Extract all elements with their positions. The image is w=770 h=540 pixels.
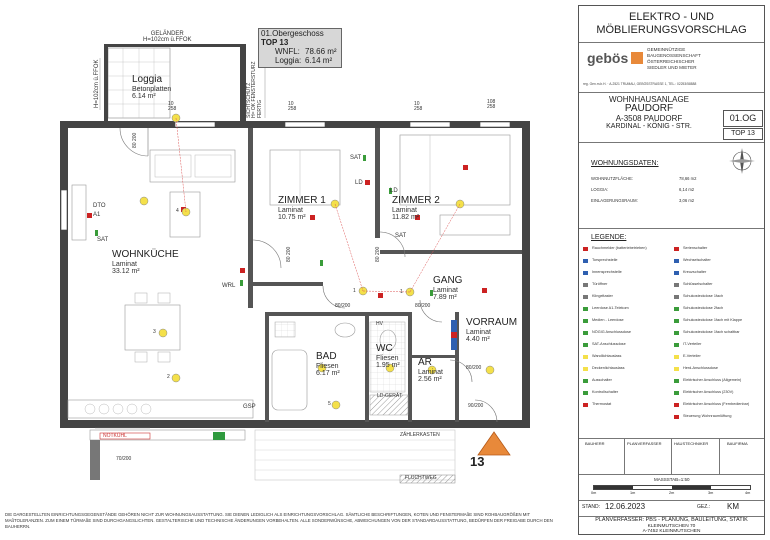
sig-baufirma: BAUFIRMA (727, 441, 748, 446)
label-wrl: WRL (222, 283, 236, 289)
legend-item: NÖGIG Anschlussdose (592, 330, 632, 334)
scale-bar (593, 485, 751, 490)
legend-item: Innensprechstelle (592, 270, 622, 274)
win-dim-4: 108 258 (487, 99, 496, 111)
circle-5: 5 (328, 401, 331, 407)
title-line-2: MÖBLIERUNGSVORSCHLAG (596, 24, 747, 36)
legend-symbol-icon (674, 247, 679, 251)
legend-item: Klingeltaster (592, 294, 613, 298)
label-dto: DTO (93, 203, 106, 209)
unit-number: 13 (470, 454, 485, 469)
outer-wall-right (522, 121, 530, 426)
sig-haustechniker: HAUSTECHNIKER (674, 441, 709, 446)
room-loggia: Loggia Betonplatten 6.14 m² (132, 74, 172, 100)
legend-symbol-icon (583, 355, 588, 359)
legend-item: Schlüsselschalter (683, 282, 713, 286)
wall-z1-z2 (375, 128, 380, 238)
tb-company (579, 42, 764, 93)
tb-project (579, 92, 764, 143)
circle-1a: 1 (353, 288, 356, 294)
dining-table (125, 305, 180, 350)
top-label: TOP 13 (261, 38, 289, 47)
wall-z2-bottom (380, 250, 522, 254)
legend-item: SAT-Anschlussdose (592, 342, 626, 346)
loggia-label: Loggia: (275, 56, 302, 65)
wall-bad-top (265, 312, 412, 316)
footer-note: DIE DARGESTELLTEN EINRICHTUNGSGEGENSTÄNDE GEHÖREN NICHT ZUR WOHNUNGSAUSSTATTUNG. SIE DIENEN LEDIGLICH ALS EINRICHTUNGSVORSCHLAG. SÄMTLICHE BESCHRIFTUNGEN, KOTEN UND FENSTERMAßE SIND ROHBAUGRÖßEN MIT MAßTOLERANZEN. ZUM EINEM TÜRMAßE SIND DURCHGANGSLICHTEN. GESTALTERISCHE UND TECHNISCHE ÄNDERUNGEN VORBEHALTEN. ALLE SONDERWÜNSCHE, ABWEICHUNGEN VON DER STANDARDAUSSTATTUNG, BEDÜRFEN DER FREIGABE DURCH DEN BAUHERRN. (5, 512, 553, 529)
exit-sign (213, 432, 225, 440)
legend-item: Torsprechstelle (592, 258, 618, 262)
outer-wall-left (60, 121, 68, 426)
legend-symbol-icon (583, 319, 588, 323)
wall-z1-bottom (253, 282, 323, 286)
north-arrow-icon (727, 146, 757, 176)
legend-symbol-icon (583, 367, 588, 371)
project-line-2: PAUDORF (624, 103, 674, 115)
legend-symbol-icon (674, 295, 679, 299)
legend-item: Schukosteckdose 1fach (683, 294, 724, 298)
loggia-wall-left (104, 44, 108, 122)
circle-1b: 1 (400, 289, 403, 295)
room-wohnkueche: WOHNKÜCHE Laminat 33.12 m² (112, 249, 179, 275)
legend-symbol-icon (583, 331, 588, 335)
legend-left-column (583, 246, 673, 426)
scale-tick-2: 2m (669, 491, 675, 495)
label-ldgeraet: LD-GERÄT (377, 393, 403, 399)
tb-scale (579, 474, 764, 501)
door-dim-5: 80/200 (415, 303, 431, 309)
legend-symbol-icon (674, 379, 679, 383)
room-ar: AR Laminat 2.56 m² (418, 357, 443, 383)
legend-item: Schukosteckdose 2fach (683, 306, 724, 310)
wall-wc-ar (408, 312, 412, 422)
pillar (90, 440, 100, 480)
scale-tick-3: 3m (708, 491, 714, 495)
outer-wall-bottom (60, 420, 530, 428)
legend-symbol-icon (583, 307, 588, 311)
legend-symbol-icon (583, 379, 588, 383)
stand-value: 12.06.2023 (605, 502, 646, 511)
legend-symbol-icon (583, 403, 588, 407)
sichtschutz-label: SICHTSCHUTZ H= OK FENSTERSTURZ FERTIG (246, 61, 263, 118)
wardrobe-zimmer2 (440, 215, 510, 235)
legend-item: Schukosteckdose 1fach schaltbar (683, 330, 740, 334)
circle-4: 4 (176, 208, 179, 214)
scale-tick-4: 4m (745, 491, 751, 495)
win-dim-1: 10 258 (168, 101, 177, 113)
floor-label: 01.Obergeschoss (261, 29, 324, 38)
label-ld-1: LD (355, 180, 363, 186)
stand-label: STAND: (582, 504, 600, 510)
bathtub (272, 350, 307, 410)
massstab-label: MASSSTAB=1:50 (654, 477, 690, 482)
legend-item: Elektrischer Anschluss (Fernbedienbar) (683, 402, 750, 406)
legend-item: Serienschalter (683, 246, 708, 250)
legend-item: Ausschalter (592, 378, 612, 382)
legend-symbol-icon (674, 271, 679, 275)
wall-bad-wc (365, 312, 369, 422)
legend-symbol-icon (674, 319, 679, 323)
tb-planverfasser: PLANVERFASSER: PBS - PLANUNG, BAULEITUNG, STATIK KLEINMUTSCHEN 70 A-7452 KLEINMUTSCHEN (595, 517, 748, 535)
unit-entry-triangle (478, 432, 510, 455)
sink-bad (335, 323, 355, 337)
wall-bad-left (265, 312, 269, 422)
label-sat-2: SAT (395, 233, 407, 239)
company-text: GEMEINNÜTZIGE BAUGENOSSENSCHAFT ÖSTERREICHISCHER SIEDLER UND MIETER (647, 47, 701, 70)
window-1 (175, 122, 215, 127)
logo-house-icon (631, 52, 643, 64)
legend-symbol-icon (583, 343, 588, 347)
door-dim-6: 80/200 (466, 365, 482, 371)
sig-bauherr: BAUHERR (585, 441, 605, 446)
legend-symbol-icon (674, 283, 679, 287)
floor-info-box (258, 28, 342, 68)
legend-symbol-icon (674, 259, 679, 263)
door-dim-2: 80 200 (286, 246, 292, 262)
gelaender-label: GELÄNDER H=102cm ü.FFOK (143, 31, 192, 44)
wnfl-value: 78.66 m² (305, 47, 337, 56)
room-wc: WC Fliesen 1.95 m² (376, 343, 400, 369)
project-line-3: A-3508 PAUDORF (615, 113, 683, 123)
legend-symbol-icon (583, 271, 588, 275)
gez-value: KM (727, 502, 739, 511)
code-box: 01.OG (723, 110, 763, 127)
label-ld-2: LD (390, 188, 398, 194)
legend-item: Medien - Leerdose (592, 318, 624, 322)
legend-item: Herd-Anschlussdose (683, 366, 719, 370)
legend-item: Wechselschalter (683, 258, 711, 262)
legend-symbol-icon (674, 343, 679, 347)
scale-tick-1: 1m (630, 491, 636, 495)
wohnungsdaten-list: WOHNNUTZFLÄCHE: LOGGIA: EINLAGERUNGSRAUM: (591, 176, 638, 203)
circle-2: 2 (167, 374, 170, 380)
legend-symbol-icon (674, 307, 679, 311)
legend-item: Kontrollschalter (592, 390, 619, 394)
legend-item: Schukosteckdose 1fach mit Klappe (683, 318, 743, 322)
wnfl-label: WNFL: (275, 47, 300, 56)
legend-symbol-icon (674, 355, 679, 359)
tb-signatures (579, 438, 764, 475)
legend-symbol-icon (674, 403, 679, 407)
wohnungsdaten-title: WOHNUNGSDATEN: (591, 160, 659, 167)
legend-symbol-icon (674, 391, 679, 395)
legend-item: Steuerung Wohnraumlüftung (683, 414, 732, 418)
room-bad: BAD Fliesen 6.17 m² (316, 351, 340, 377)
legend-item: E-Verteiler (683, 354, 701, 358)
scale-tick-0: 0m (591, 491, 597, 495)
wall-z1-left (248, 128, 253, 308)
legend-item: Elektrischer Anschluss (Allgemein) (683, 378, 742, 382)
label-sat-3: SAT (97, 237, 109, 243)
window-2 (285, 122, 325, 127)
title-block (578, 5, 765, 535)
window-3 (410, 122, 450, 127)
label-a1: A1 (93, 212, 101, 218)
win-dim-3: 10 258 (414, 101, 423, 113)
project-line-4: KARDINAL - KÖNIG - STR. (606, 123, 692, 131)
legend-item: Kreuzschalter (683, 270, 707, 274)
tb-stand (579, 500, 764, 517)
kitchen-counter (68, 400, 253, 418)
legend-symbol-icon (583, 247, 588, 251)
tv-cabinet (72, 185, 86, 240)
legend-item: Leerdose A1-Telekom (592, 306, 629, 310)
tb-title (579, 6, 764, 43)
circle-3: 3 (153, 329, 156, 335)
door-dim-3: 80 200 (375, 246, 381, 262)
window-left (61, 190, 67, 230)
tb-wohnungsdaten (579, 142, 764, 229)
room-zimmer1: ZIMMER 1 Laminat 10.75 m² (278, 195, 326, 221)
gez-label: GEZ.: (697, 504, 711, 510)
top-box: TOP 13 (723, 128, 763, 140)
washing-machine (275, 322, 295, 337)
label-notkuehl: NOTKÜHL (103, 433, 127, 439)
legend-symbol-icon (583, 391, 588, 395)
room-gang: GANG Laminat 7.89 m² (433, 275, 463, 301)
legend-symbol-icon (583, 283, 588, 287)
window-4 (480, 122, 510, 127)
label-gsp: GSP (243, 404, 256, 410)
win-dim-2: 10 258 (288, 101, 297, 113)
tb-legend (579, 228, 764, 439)
company-address: reg. Gen.m.b.H. · A-2521 TRUMAU, GEBÖSSTRASSE 1, TEL.: 02253/58888 (583, 82, 697, 86)
legend-item: Thermostat (592, 402, 612, 406)
sig-planverfasser: PLANVERFASSER (627, 441, 662, 446)
label-hv: HV (376, 321, 383, 327)
legend-symbol-icon (674, 367, 679, 371)
legend-item: IT-Verteiler (683, 342, 702, 346)
legend-item: Türöffner (592, 282, 608, 286)
label-sat-1: SAT (350, 155, 362, 161)
legend-symbol-icon (674, 415, 679, 419)
legend-item: Wandlichtauslass (592, 354, 622, 358)
title-line-1: ELEKTRO - UND (629, 11, 714, 23)
door-dim-1: 80 200 (132, 132, 138, 148)
legend-title: LEGENDE: (591, 234, 627, 241)
project-line-1: WOHNHAUSANLAGE (608, 95, 689, 104)
label-zahlkasten: ZÄHLERKASTEN (400, 432, 440, 438)
room-zimmer2: ZIMMER 2 Laminat 11.82 m² (392, 195, 440, 221)
wohnungsdaten-values: 78,66 m2 6,14 m2 3,06 m2 (679, 176, 697, 203)
legend-symbol-icon (583, 295, 588, 299)
room-vorraum: VORRAUM Laminat 4.40 m² (466, 317, 518, 343)
electrical-markers (87, 165, 487, 298)
side-height-label: H=102cm ü.FFOK (94, 59, 100, 108)
loggia-value: 6.14 m² (305, 56, 333, 65)
legend-symbol-icon (674, 331, 679, 335)
legend-item: Rauchmelder (batteriebetrieben) (592, 246, 647, 250)
dining-chairs (135, 293, 170, 362)
logo-text: gebös (587, 50, 629, 66)
legend-item: Elektrischer Anschluss (230V) (683, 390, 734, 394)
door-dim-8: 90/200 (468, 403, 484, 409)
label-fluchtweg: FLUCHTWEG (405, 475, 437, 481)
legend-item: Deckenlichtauslass (592, 366, 625, 370)
legend-right-column (674, 246, 764, 426)
loggia-railing (104, 44, 244, 47)
legend-symbol-icon (583, 259, 588, 263)
door-dim-7: 70/200 (116, 456, 132, 462)
door-dim-4: 80/200 (335, 303, 351, 309)
